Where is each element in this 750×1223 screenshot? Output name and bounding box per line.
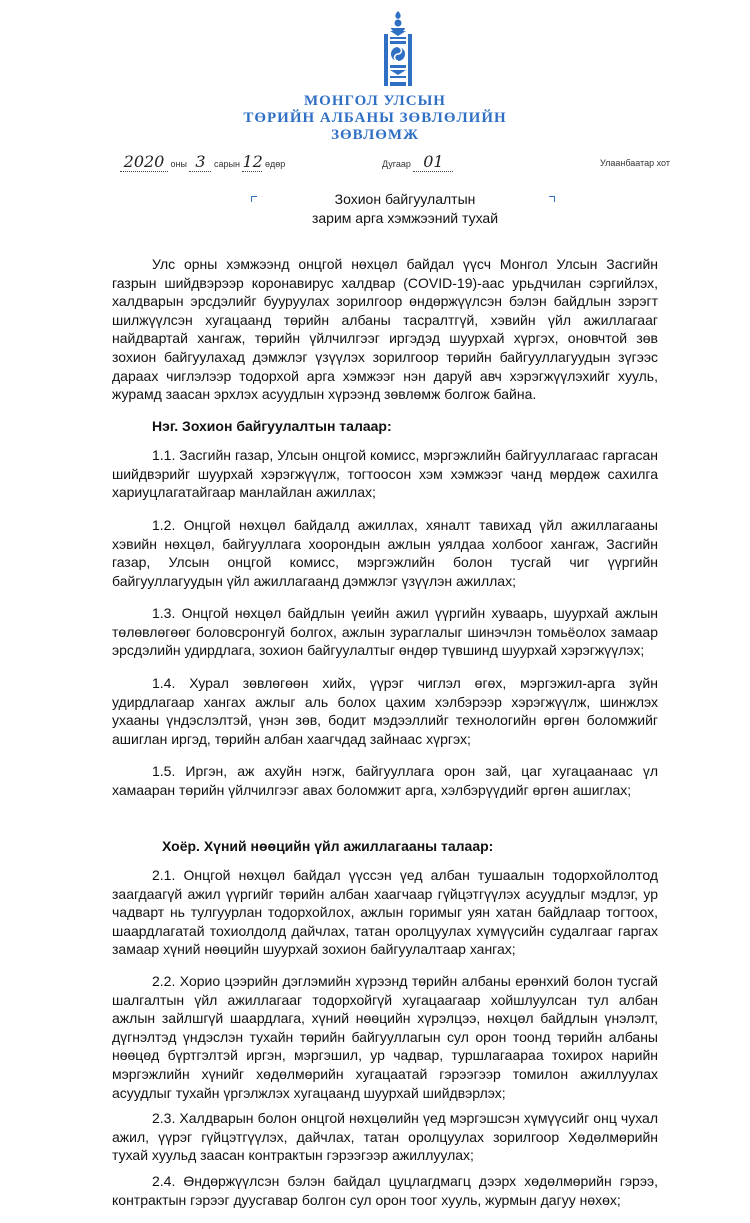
item-1-4 — [112, 674, 658, 748]
item-text: 2.3. Халдварын болон онцгой нөхцөлийн үед мэргэшсэн хүмүүсийг онц чухал ажил, үүрэг гүйцэтгүүлэх, дайчлах, татан оролцуулах зорилгоор Хөдөлмөрийн тухай хуульд заасан контрактын гэрээгээр ажиллуулах; — [112, 1110, 658, 1164]
number-label: Дугаар — [382, 159, 411, 169]
org-name-line1: МОНГОЛ УЛСЫН — [304, 93, 446, 109]
item-1-1 — [112, 446, 658, 502]
item-text: 1.3. Онцгой нөхцөл байдлын үеийн ажил үүргийн хуваарь, шуурхай ажлын төлөвлөгөөг боловсронгуй болгох, ажлын зураглалыг шинэчлэн томьёолох замаар эрсдэлийн удирдлага, зохион байгуулалтыг өндөр түвшинд шуурхай хэрэгжүүлэх; — [112, 605, 658, 659]
intro-paragraph — [112, 255, 658, 404]
item-2-1 — [112, 866, 658, 959]
org-name-line2: ТӨРИЙН АЛБАНЫ ЗӨВЛӨЛИЙН — [243, 110, 507, 126]
item-text: 2.1. Онцгой нөхцөл байдал үүссэн үед албан тушаалын тодорхойлолтод заагдаагүй ажил үүргийг төрийн албан хаагчаар гүйцэтгүүлэх асуудлыг мэдлэг, ур чадварт нь тулгуурлан тодорхойлох, ажлын горимыг уян хатан байдлаар тогтоох, шаардлагатай тохиолдолд дайчлах, татан оролцуулах хүмүүсийн судалгааг гаргах замаар хүний нөөцийн шуурхай зохион байгуулалтаар хангах; — [112, 867, 658, 958]
item-1-3 — [112, 604, 658, 660]
item-text: 1.5. Иргэн, аж ахуйн нэгж, байгууллага орон зай, цаг хугацаанаас үл хамааран төрийн үйлчилгээг авах боломжит арга, хэлбэрүүдийг өргөн ашиглах; — [112, 763, 658, 798]
item-1-2 — [112, 516, 658, 590]
month-suffix: сарын — [214, 159, 240, 169]
item-1-5 — [112, 762, 658, 799]
subject — [0, 190, 750, 228]
item-2-4 — [112, 1172, 658, 1209]
document-number — [382, 152, 453, 172]
item-text: 2.4. Өндөржүүлсэн бэлэн байдал цуцлагдмагц дээрх хөдөлмөрийн гэрээ, контрактын гэрээг дуусгавар болгон сул орон тоог хууль, журмын дагуу нөхөх; — [112, 1173, 658, 1208]
item-text: 1.2. Онцгой нөхцөл байдалд ажиллах, хяналт тавихад үйл ажиллагааны хэвийн нөхцөл, байгууллага хоорондын ажлын уялдаа холбоог хангаж, Засгийн газар, Улсын онцгой комисс, мэргэжлийн болон тусгай чиг үүргийн байгууллагуудын үйл ажиллагаанд дэмжлэг үзүүлэн ажиллах; — [112, 517, 658, 589]
item-text: 1.4. Хурал зөвлөгөөн хийх, үүрэг чиглэл өгөх, мэргэжил-арга зүйн удирдлагаар хангах ажлыг аль болох цахим хэлбэрээр хэрэгжүүлж, шинжлэх ухааны үндэслэлтэй, үнэн зөв, бодит мэдээллийг технологийн өргөн боломжийг ашиглан иргэд, төрийн албан хаагчдад зайнаас хүргэх; — [112, 675, 658, 747]
date-day: 12 — [242, 152, 263, 171]
date-year: 2020 — [120, 152, 168, 172]
document-type: ЗӨВЛӨМЖ — [331, 127, 419, 143]
date-line — [120, 152, 285, 172]
day-suffix: өдөр — [264, 159, 286, 169]
item-2-3 — [112, 1109, 658, 1165]
soyombo-emblem-icon — [383, 10, 413, 88]
section1-title: Нэг. Зохион байгуулалтын талаар: — [152, 418, 392, 434]
item-text: 1.1. Засгийн газар, Улсын онцгой комисс, мэргэжлийн байгууллагаас гаргасан шийдвэрийг шуурхай хэрэгжүүлж, тогтоосон хэм хэмжээг чанд мөрдөж сахилга хариуцлагатайгаар манлайлан ажиллах; — [112, 447, 658, 501]
number-value: 01 — [413, 152, 453, 172]
intro-text: Улс орны хэмжээнд онцгой нөхцөл байдал үүсч Монгол Улсын Засгийн газрын шийдвэрээр коронавирус халдвар (COVID-19)-аас урьдчилан сэргийлэх, халдварын эрсдэлийг бууруулах зорилгоор өндөржүүлсэн бэлэн байдлын зэрэгт шилжүүлсэн хугацаанд төрийн албаны тасралтгүй, хэвийн үйл ажиллагааг найдвартай хангаж, төрийн үйлчилгээг иргэдэд шуурхай хүргэх, оновчтой зөв зохион байгуулахад дэмжлэг үзүүлэх зорилгоор төрийн байгууллагуудын зүгээс дараах чиглэлээр тодорхой арга хэмжээг нэн даруй авч хэрэгжүүлэхийг хууль, журамд заасан эрхлэх асуудлын хүрээнд зөвлөмж болгож байна. — [112, 256, 658, 403]
subject-line1: Зохион байгуулалтын — [334, 191, 476, 207]
section2-title: Хоёр. Хүний нөөцийн үйл ажиллагааны талаар: — [162, 838, 494, 854]
date-month: 3 — [189, 152, 211, 172]
place: Улаанбаатар хот — [600, 158, 670, 168]
subject-line2: зарим арга хэмжээний тухай — [311, 210, 499, 226]
year-suffix: оны — [170, 159, 187, 169]
item-2-2 — [112, 972, 658, 1102]
item-text: 2.2. Хорио цээрийн дэглэмийн хүрээнд төрийн албаны ерөнхий болон тусгай шалгалтын үйл ажиллагааг тодорхойгүй хугацаагаар хойшлуулсан тул албан ажлын зайлшгүй шаардлага, хүний нөөцийн хүрэлцээ, нөхцөл байдлын үнэлэлт, дүгнэлтэд үндэслэн тухайн төрийн байгууллагын сул орон тоонд төрийн албаны нөөцөд бүртгэлтэй иргэн, мэргэшил, ур чадвар, туршлагаараа тохирох нарийн мэргэжлийн хүнийг хөдөлмөрийн хугацаатай гэрээгээр томилон ажиллуулах асуудлыг тухайн үргэлжлэх хугацаанд шуурхай шийдвэрлэх; — [112, 973, 658, 1101]
